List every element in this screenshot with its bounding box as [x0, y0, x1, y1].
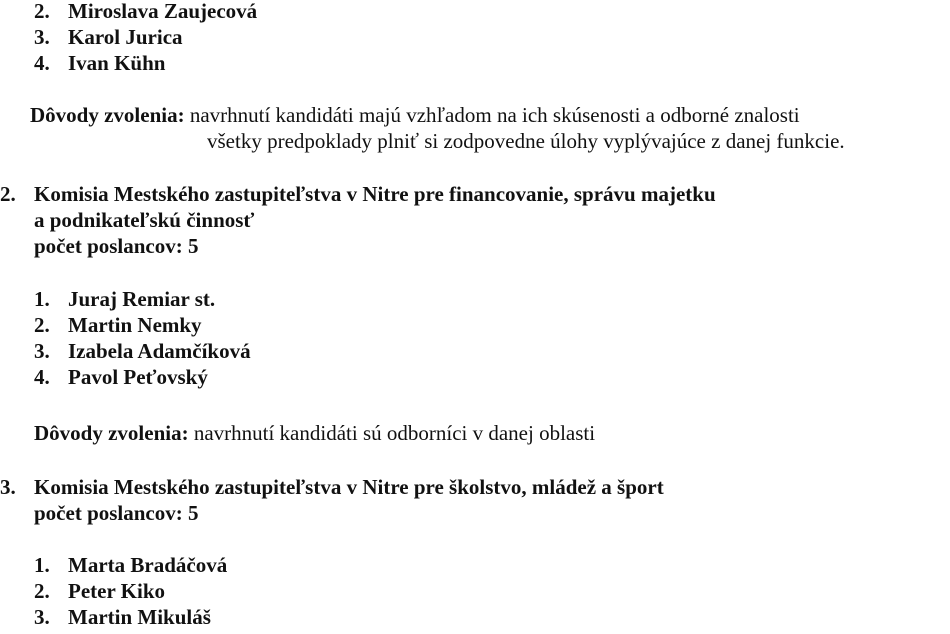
delegate-count — [34, 500, 199, 526]
member-number: 3. — [34, 25, 50, 49]
member-number: 2. — [34, 313, 50, 337]
member-number: 2. — [34, 0, 50, 23]
member-number: 4. — [34, 365, 50, 389]
commission-title: Komisia Mestského zastupiteľstva v Nitre pre financovanie, správu majetku — [34, 182, 716, 206]
member-name: Pavol Peťovský — [68, 365, 208, 389]
commission-number: 3. — [0, 475, 16, 499]
member-number: 3. — [34, 339, 50, 363]
member-list-item — [34, 338, 251, 364]
election-reasons-continuation — [207, 128, 845, 154]
member-name: Martin Nemky — [68, 313, 202, 337]
member-name: Juraj Remiar st. — [68, 287, 216, 311]
reasons-text: navrhnutí kandidáti majú vzhľadom na ich skúsenosti a odborné znalosti — [189, 103, 800, 127]
commission-title: Komisia Mestského zastupiteľstva v Nitre pre školstvo, mládež a šport — [34, 475, 664, 499]
member-list-item — [34, 312, 202, 338]
delegate-count-text: počet poslancov: 5 — [34, 501, 199, 525]
delegate-count — [34, 233, 199, 259]
reasons-label: Dôvody zvolenia: — [30, 103, 185, 127]
member-name: Martin Mikuláš — [68, 605, 211, 629]
commission-number: 2. — [0, 182, 16, 206]
reasons-text: všetky predpoklady plniť si zodpovedne úlohy vyplývajúce z danej funkcie. — [207, 129, 845, 153]
member-number: 4. — [34, 51, 50, 75]
member-number: 1. — [34, 287, 50, 311]
election-reasons — [34, 420, 595, 446]
member-list-item — [34, 604, 211, 630]
member-list-item — [34, 286, 215, 312]
commission-title-line2: a podnikateľskú činnosť — [34, 208, 255, 232]
member-list-item — [34, 552, 227, 578]
member-list-item — [34, 24, 183, 50]
member-list-item — [34, 0, 257, 24]
reasons-label: Dôvody zvolenia: — [34, 421, 189, 445]
commission-title-continuation — [34, 207, 254, 233]
reasons-text: navrhnutí kandidáti sú odborníci v danej oblasti — [193, 421, 596, 445]
election-reasons — [30, 102, 800, 128]
member-name: Marta Bradáčová — [68, 553, 228, 577]
member-list-item — [34, 50, 165, 76]
member-name: Karol Jurica — [68, 25, 183, 49]
member-name: Izabela Adamčíková — [68, 339, 251, 363]
commission-heading — [0, 181, 716, 207]
member-name: Miroslava Zaujecová — [68, 0, 258, 23]
member-name: Ivan Kühn — [68, 51, 166, 75]
member-list-item — [34, 578, 165, 604]
member-name: Peter Kiko — [68, 579, 166, 603]
delegate-count-text: počet poslancov: 5 — [34, 234, 199, 258]
member-list-item — [34, 364, 208, 390]
commission-heading — [0, 474, 664, 500]
member-number: 2. — [34, 579, 50, 603]
member-number: 3. — [34, 605, 50, 629]
member-number: 1. — [34, 553, 50, 577]
